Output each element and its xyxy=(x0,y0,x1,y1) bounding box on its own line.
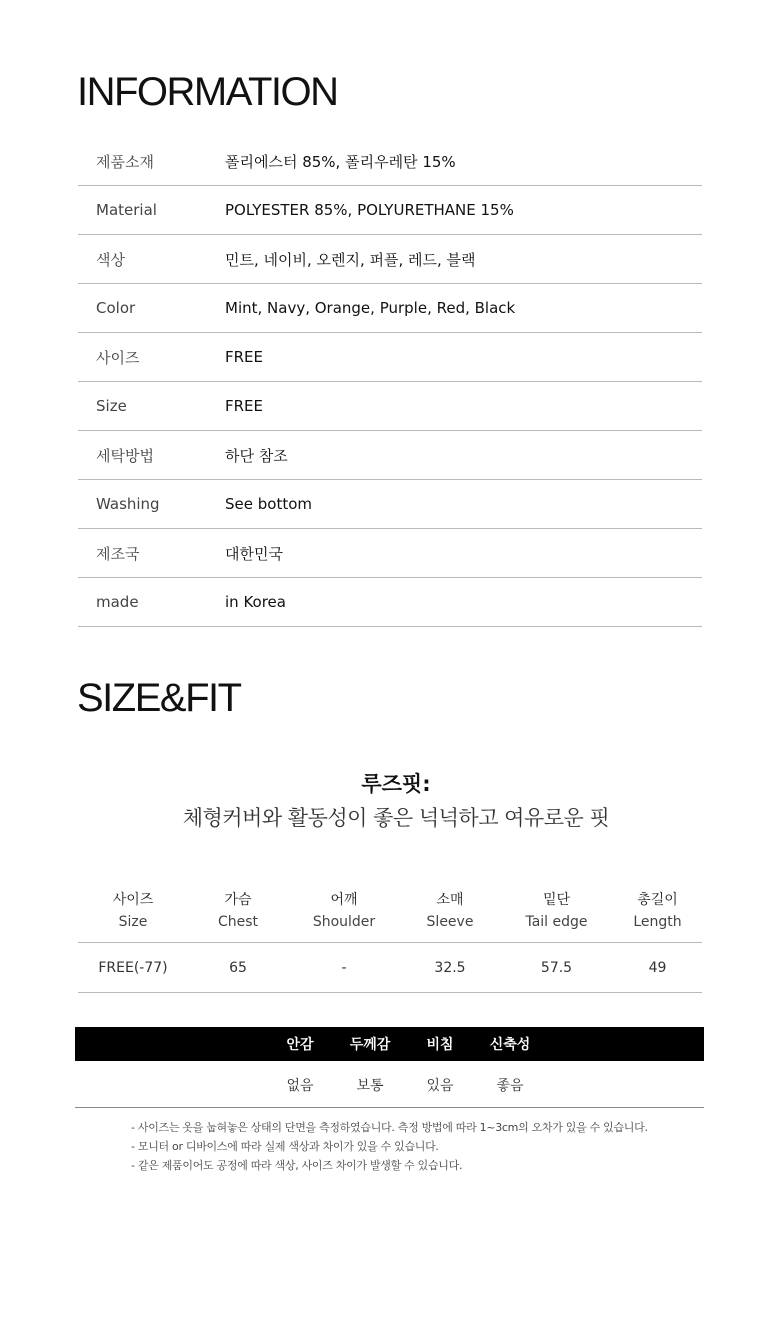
attr-label-stretch: 신축성 xyxy=(489,1037,531,1053)
header-en: Shoulder xyxy=(312,914,376,930)
cell-chest: 65 xyxy=(229,959,247,976)
info-row-material-en xyxy=(78,186,702,235)
size-table xyxy=(78,880,702,993)
note-measurement: - 사이즈는 옷을 눕혀놓은 상태의 단면을 측정하였습니다. 측정 방법에 따라 1~3cm의 오차가 있을 수 있습니다. xyxy=(131,1121,648,1134)
header-en: Tail edge xyxy=(525,914,588,930)
information-table xyxy=(78,137,702,627)
fit-heading: 루즈핏: xyxy=(361,772,431,796)
info-value: 대한민국 xyxy=(225,544,283,563)
info-row-origin-en xyxy=(78,578,702,627)
info-label: 사이즈 xyxy=(96,348,140,367)
header-shoulder xyxy=(288,880,400,942)
header-ko: 밑단 xyxy=(542,892,571,908)
attribute-header-bar xyxy=(75,1027,704,1061)
info-value: See bottom xyxy=(225,495,312,513)
header-chest xyxy=(188,880,288,942)
table-row xyxy=(78,943,702,993)
info-label: Color xyxy=(96,299,136,317)
header-en: Sleeve xyxy=(426,914,474,930)
cell-size: FREE(-77) xyxy=(98,959,168,976)
info-label: 제조국 xyxy=(96,544,140,563)
info-row-washing-en xyxy=(78,480,702,529)
info-value: 민트, 네이비, 오렌지, 퍼플, 레드, 블랙 xyxy=(225,250,476,269)
note-process: - 같은 제품이어도 공정에 따라 색상, 사이즈 차이가 발생할 수 있습니다. xyxy=(131,1159,463,1172)
header-ko: 어깨 xyxy=(330,892,358,908)
header-ko: 총길이 xyxy=(637,892,678,908)
attr-value-sheerness: 있음 xyxy=(426,1078,454,1094)
info-value: POLYESTER 85%, POLYURETHANE 15% xyxy=(225,201,514,219)
info-row-size-en xyxy=(78,382,702,431)
attr-value-lining: 없음 xyxy=(286,1078,314,1094)
cell-shoulder: - xyxy=(341,959,347,976)
attr-value-stretch: 좋음 xyxy=(496,1078,524,1094)
header-size xyxy=(78,880,188,942)
info-value: Mint, Navy, Orange, Purple, Red, Black xyxy=(225,299,516,317)
info-row-size-ko xyxy=(78,333,702,382)
cell-tail-edge: 57.5 xyxy=(540,959,573,976)
cell-sleeve: 32.5 xyxy=(434,959,466,976)
attr-label-sheerness: 비침 xyxy=(426,1037,454,1053)
info-row-color-ko xyxy=(78,235,702,284)
cell-length: 49 xyxy=(648,959,667,976)
info-row-color-en xyxy=(78,284,702,333)
info-value: in Korea xyxy=(225,593,286,611)
info-label: Washing xyxy=(96,495,160,513)
information-title: INFORMATION xyxy=(77,70,338,114)
info-label: Material xyxy=(96,201,157,219)
header-en: Size xyxy=(118,914,148,930)
header-ko: 가슴 xyxy=(224,892,252,908)
info-value: FREE xyxy=(225,348,264,366)
attr-value-thickness: 보통 xyxy=(356,1078,384,1094)
note-color: - 모니터 or 디바이스에 따라 실제 색상과 차이가 있을 수 있습니다. xyxy=(131,1140,439,1153)
notes xyxy=(131,1118,648,1175)
info-label: 색상 xyxy=(96,250,125,269)
attr-label-lining: 안감 xyxy=(286,1037,314,1053)
info-label: 세탁방법 xyxy=(96,446,154,465)
header-tail-edge xyxy=(500,880,613,942)
info-value: 하단 참조 xyxy=(225,446,288,465)
header-ko: 사이즈 xyxy=(112,892,154,908)
info-value: FREE xyxy=(225,397,264,415)
header-en: Chest xyxy=(217,914,259,930)
attr-label-thickness: 두께감 xyxy=(349,1037,391,1053)
size-fit-title: SIZE&FIT xyxy=(77,676,241,720)
attribute-values-row xyxy=(75,1061,704,1108)
info-label: made xyxy=(96,593,139,611)
header-sleeve xyxy=(400,880,500,942)
header-en: Length xyxy=(633,914,682,930)
size-table-header xyxy=(78,880,702,943)
header-length xyxy=(613,880,702,942)
info-row-material-ko xyxy=(78,137,702,186)
info-row-washing-ko xyxy=(78,431,702,480)
info-row-origin-ko xyxy=(78,529,702,578)
header-ko: 소매 xyxy=(436,892,464,908)
fit-description: 체형커버와 활동성이 좋은 넉넉하고 여유로운 핏 xyxy=(182,806,610,830)
info-label: 제품소재 xyxy=(96,152,154,171)
info-value: 폴리에스터 85%, 폴리우레탄 15% xyxy=(225,152,456,171)
info-label: Size xyxy=(96,397,127,415)
